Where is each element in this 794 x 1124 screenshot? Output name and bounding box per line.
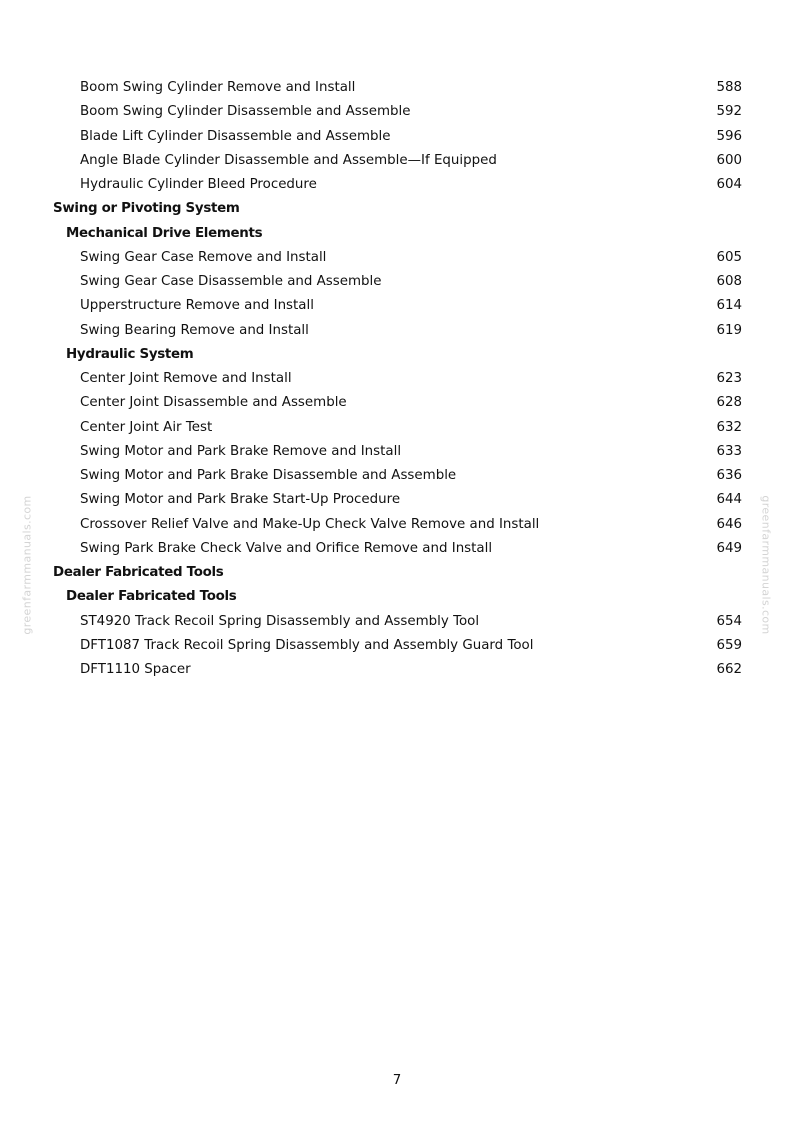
- toc-entry-title: DFT1110 Spacer: [80, 662, 191, 677]
- toc-entry[interactable]: [0, 464, 794, 488]
- toc-entry-title: Angle Blade Cylinder Disassemble and Assemble—If Equipped: [80, 152, 497, 168]
- toc-entry[interactable]: [0, 391, 794, 415]
- toc-entry[interactable]: [0, 610, 794, 634]
- toc-entry[interactable]: [0, 416, 794, 440]
- toc-section-heading[interactable]: [0, 343, 794, 367]
- toc-entry-title: Upperstructure Remove and Install: [80, 298, 314, 314]
- toc-entry-title: Boom Swing Cylinder Remove and Install: [80, 80, 356, 95]
- toc-entry[interactable]: [0, 173, 794, 197]
- toc-entry-title: Center Joint Remove and Install: [80, 371, 292, 386]
- toc-entry-title: Swing Bearing Remove and Install: [80, 322, 309, 338]
- toc-entry[interactable]: [0, 100, 794, 124]
- toc-entry[interactable]: [0, 367, 794, 391]
- toc-entry[interactable]: [0, 319, 794, 343]
- toc-entry-page: 662: [716, 662, 742, 677]
- toc-entry-title: DFT1087 Track Recoil Spring Disassembly and Assembly Guard Tool: [80, 637, 534, 653]
- toc-entry-title: Crossover Relief Valve and Make-Up Check Valve Remove and Install: [80, 516, 540, 532]
- toc-entry-title: Blade Lift Cylinder Disassemble and Assemble: [80, 128, 391, 144]
- toc-entry[interactable]: [0, 513, 794, 537]
- toc-entry-title: Mechanical Drive Elements: [66, 225, 263, 241]
- toc-entry-page: 659: [716, 637, 742, 653]
- toc-entry[interactable]: [0, 76, 794, 100]
- toc-entry[interactable]: [0, 488, 794, 512]
- toc-entry-title: Swing Gear Case Disassemble and Assemble: [80, 274, 382, 289]
- toc-entry-title: Boom Swing Cylinder Disassemble and Assemble: [80, 104, 411, 120]
- toc-entry[interactable]: [0, 270, 794, 294]
- toc-entry-page: 608: [716, 274, 742, 289]
- toc-entry-page: 614: [716, 298, 742, 314]
- toc-section-heading[interactable]: [0, 222, 794, 246]
- toc-entry-title: Swing Motor and Park Brake Start-Up Procedure: [80, 492, 401, 508]
- toc-entry-title: Dealer Fabricated Tools: [53, 565, 224, 580]
- toc-entry-page: 649: [716, 540, 742, 556]
- toc-section-heading[interactable]: [0, 561, 794, 585]
- toc-entry-page: 646: [716, 516, 742, 532]
- toc-section-heading[interactable]: [0, 197, 794, 221]
- toc-entry-page: 605: [716, 249, 742, 265]
- watermark-right: greenfarmmanuals.com: [759, 495, 773, 635]
- toc-entry-title: Center Joint Air Test: [80, 419, 213, 435]
- toc-entry-page: 633: [716, 443, 742, 459]
- toc-entry-page: 644: [716, 492, 742, 508]
- toc-entry-title: Swing or Pivoting System: [53, 201, 240, 217]
- toc-entry-page: 604: [716, 177, 742, 192]
- toc-entry-title: Swing Gear Case Remove and Install: [80, 249, 327, 265]
- toc-entry-title: Swing Motor and Park Brake Disassemble and Assemble: [80, 468, 457, 483]
- toc-entry-page: 623: [716, 371, 742, 386]
- table-of-contents: [0, 76, 794, 682]
- toc-entry-page: 636: [716, 468, 742, 483]
- toc-section-heading[interactable]: [0, 585, 794, 609]
- toc-entry[interactable]: [0, 634, 794, 658]
- toc-entry-title: Swing Park Brake Check Valve and Orifice Remove and Install: [80, 540, 493, 556]
- toc-entry[interactable]: [0, 658, 794, 682]
- toc-entry-title: ST4920 Track Recoil Spring Disassembly and Assembly Tool: [80, 613, 480, 629]
- toc-entry[interactable]: [0, 440, 794, 464]
- toc-entry-page: 592: [716, 104, 742, 120]
- toc-entry-page: 619: [716, 322, 742, 338]
- toc-entry-title: Dealer Fabricated Tools: [66, 589, 237, 605]
- toc-entry-title: Center Joint Disassemble and Assemble: [80, 395, 347, 411]
- toc-entry-page: 588: [716, 80, 742, 95]
- toc-entry[interactable]: [0, 125, 794, 149]
- toc-entry-page: 654: [716, 613, 742, 629]
- toc-entry-page: 596: [716, 128, 742, 144]
- toc-entry[interactable]: [0, 294, 794, 318]
- page-number: 7: [392, 1073, 402, 1088]
- toc-entry[interactable]: [0, 149, 794, 173]
- toc-entry-page: 628: [716, 395, 742, 411]
- toc-entry[interactable]: [0, 246, 794, 270]
- watermark-left: greenfarmmanuals.com: [20, 495, 34, 635]
- toc-entry-title: Hydraulic System: [66, 346, 194, 362]
- toc-entry[interactable]: [0, 537, 794, 561]
- toc-entry-title: Hydraulic Cylinder Bleed Procedure: [80, 177, 317, 192]
- toc-entry-page: 632: [716, 419, 742, 435]
- toc-entry-title: Swing Motor and Park Brake Remove and Install: [80, 443, 402, 459]
- toc-entry-page: 600: [716, 152, 742, 168]
